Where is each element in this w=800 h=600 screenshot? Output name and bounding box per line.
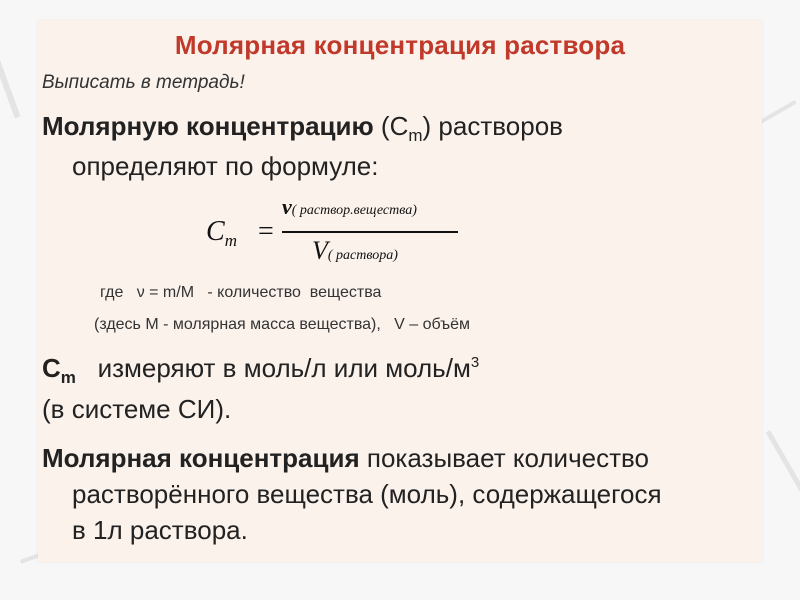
slide-subtitle: Выписать в тетрадь! bbox=[42, 72, 245, 93]
formula-numerator bbox=[282, 194, 417, 220]
definition-line2: определяют по формуле: bbox=[72, 151, 379, 181]
text: (C bbox=[373, 111, 409, 141]
formula-denominator-symbol: V bbox=[312, 236, 328, 265]
subscript: m bbox=[408, 126, 423, 145]
background-stroke bbox=[760, 100, 797, 123]
meaning-line2: растворённого вещества (моль), содержащегося bbox=[72, 479, 662, 509]
formula-numerator-subscript: ( раствор.вещества) bbox=[291, 203, 417, 218]
superscript: 3 bbox=[470, 354, 480, 371]
formula-lhs-symbol: C bbox=[206, 216, 225, 247]
background-stroke bbox=[0, 60, 21, 118]
formula-numerator-symbol: ν bbox=[282, 194, 292, 219]
formula-equals: = bbox=[258, 216, 274, 247]
units-line2: (в системе СИ). bbox=[42, 394, 232, 424]
formula-lhs bbox=[206, 216, 237, 248]
slide-title: Молярная концентрация раствора bbox=[174, 30, 626, 60]
formula-lhs-subscript: m bbox=[224, 231, 237, 250]
meaning-line3: в 1л раствора. bbox=[72, 515, 248, 545]
formula-denominator bbox=[312, 236, 398, 266]
term-molar-concentration-2: Молярная концентрация bbox=[42, 443, 360, 473]
paragraph-units bbox=[42, 350, 479, 427]
background-stroke bbox=[766, 430, 800, 502]
term-molar-concentration: Молярную концентрацию bbox=[42, 111, 374, 141]
slide-panel bbox=[38, 20, 762, 562]
formula bbox=[206, 194, 466, 278]
formula-fraction-bar bbox=[282, 231, 458, 233]
cm-subscript: m bbox=[60, 368, 76, 387]
paragraph-meaning bbox=[42, 440, 662, 548]
note-molar-mass: (здесь М - молярная масса вещества), V – объём bbox=[94, 316, 471, 333]
formula-denominator-subscript: ( раствора) bbox=[327, 248, 398, 263]
units-text: измеряют в моль/л или моль/м bbox=[75, 353, 471, 383]
paragraph-definition bbox=[42, 108, 563, 184]
note-amount-of-substance: где ν = m/M - количество вещества bbox=[100, 284, 382, 301]
meaning-text: показывает количество bbox=[359, 443, 649, 473]
text: ) растворов bbox=[422, 111, 563, 141]
cm-symbol: C bbox=[42, 353, 61, 383]
